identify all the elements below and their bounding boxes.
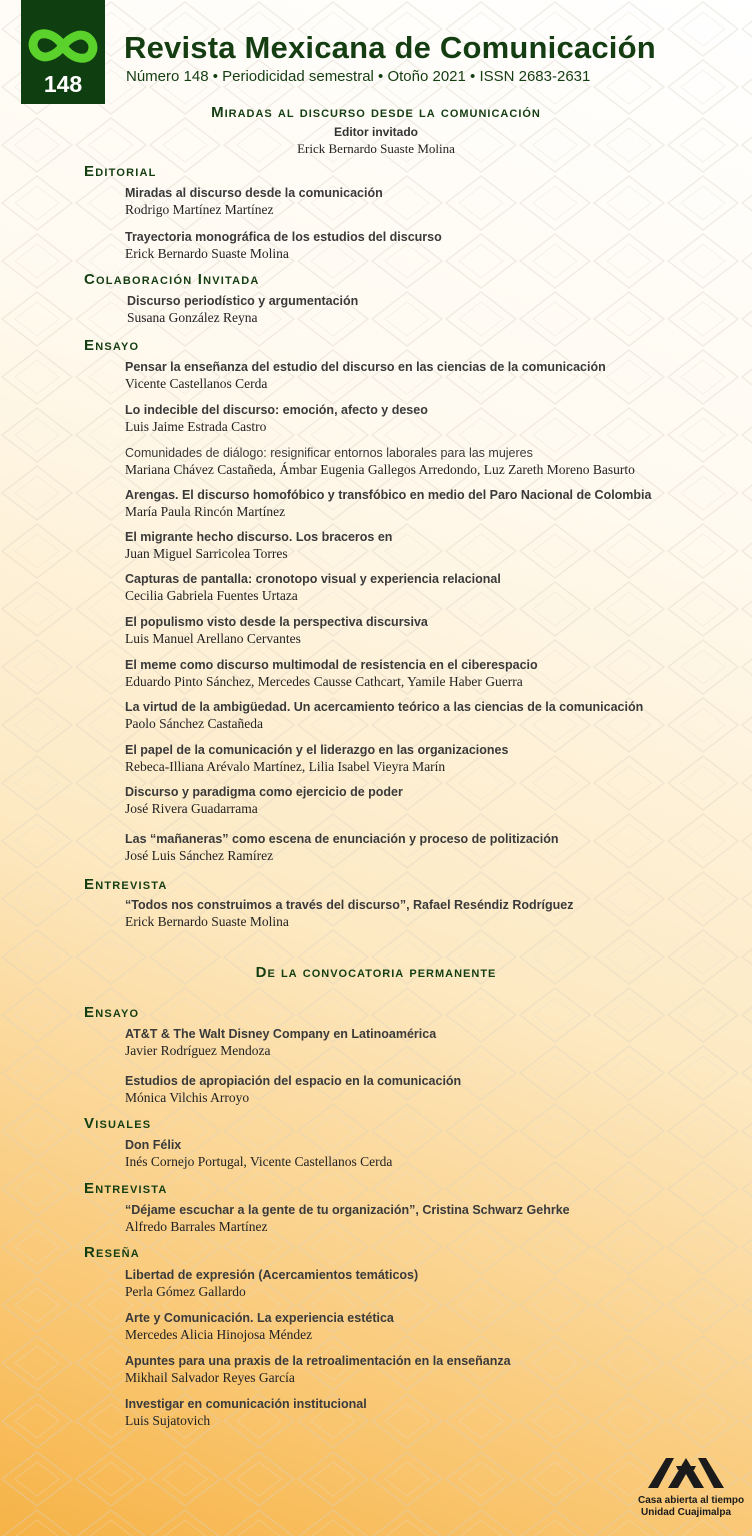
- category-heading: Ensayo: [84, 1004, 140, 1021]
- entry-title: La virtud de la ambigüedad. Un acercamiento teórico a las ciencias de la comunicación: [125, 700, 644, 714]
- entry-title: Las “mañaneras” como escena de enunciación y proceso de politización: [125, 832, 559, 846]
- issue-logo: [21, 0, 105, 104]
- uam-logo-icon: [646, 1456, 726, 1490]
- journal-title: Revista Mexicana de Comunicación: [124, 30, 656, 65]
- section-heading: De la convocatoria permanente: [255, 964, 497, 981]
- entry-author: Rebeca-Illiana Arévalo Martínez, Lilia Isabel Vieyra Marín: [125, 759, 446, 774]
- entry-author: Luis Manuel Arellano Cervantes: [125, 631, 301, 646]
- entry-title: “Déjame escuchar a la gente de tu organización”, Cristina Schwarz Gehrke: [125, 1203, 570, 1217]
- entry-author: María Paula Rincón Martínez: [125, 504, 286, 519]
- toc-entry[interactable]: [125, 487, 725, 521]
- entry-author: Susana González Reyna: [127, 310, 258, 325]
- entry-title: Don Félix: [125, 1138, 182, 1152]
- entry-author: Vicente Castellanos Cerda: [125, 376, 268, 391]
- toc-entry[interactable]: [125, 614, 725, 648]
- entry-author: José Luis Sánchez Ramírez: [125, 848, 274, 863]
- toc-entry[interactable]: [125, 1073, 725, 1107]
- infinity-icon: [26, 26, 100, 66]
- entry-author: Mikhail Salvador Reyes García: [125, 1370, 295, 1385]
- entry-author: Rodrigo Martínez Martínez: [125, 202, 274, 217]
- toc-entry[interactable]: [125, 1267, 725, 1301]
- entry-title: Discurso y paradigma como ejercicio de poder: [125, 785, 403, 799]
- toc-entry[interactable]: [125, 784, 725, 818]
- entry-author: Inés Cornejo Portugal, Vicente Castellanos Cerda: [125, 1154, 393, 1169]
- entry-title: Trayectoria monográfica de los estudios del discurso: [125, 230, 442, 244]
- entry-author: José Rivera Guadarrama: [125, 801, 258, 816]
- toc-entry[interactable]: [125, 897, 725, 931]
- toc-entry[interactable]: [125, 445, 725, 479]
- category-heading: Editorial: [84, 163, 157, 180]
- entry-author: Erick Bernardo Suaste Molina: [125, 914, 289, 929]
- toc-entry[interactable]: [125, 1202, 725, 1236]
- entry-author: Luis Sujatovich: [125, 1413, 211, 1428]
- entry-title: AT&T & The Walt Disney Company en Latinoamérica: [125, 1027, 437, 1041]
- category-heading: Entrevista: [84, 876, 168, 893]
- entry-author: Luis Jaime Estrada Castro: [125, 419, 267, 434]
- category-heading: Colaboración Invitada: [84, 271, 260, 288]
- entry-title: Miradas al discurso desde la comunicación: [125, 186, 383, 200]
- entry-author: Eduardo Pinto Sánchez, Mercedes Causse Cathcart, Yamile Haber Guerra: [125, 674, 523, 689]
- uam-unit: Unidad Cuajimalpa: [640, 1507, 731, 1518]
- entry-title: El populismo visto desde la perspectiva discursiva: [125, 615, 428, 629]
- issue-number: 148: [43, 71, 83, 97]
- toc-entry[interactable]: [125, 1026, 725, 1060]
- entry-title: El migrante hecho discurso. Los braceros en: [125, 530, 393, 544]
- entry-author: Javier Rodríguez Mendoza: [125, 1043, 271, 1058]
- toc-entry[interactable]: [125, 742, 725, 776]
- entry-author: Juan Miguel Sarricolea Torres: [125, 546, 288, 561]
- entry-title: Apuntes para una praxis de la retroalimentación en la enseñanza: [125, 1354, 511, 1368]
- category-heading: Reseña: [84, 1244, 140, 1261]
- entry-author: Alfredo Barrales Martínez: [125, 1219, 268, 1234]
- editor-name: Erick Bernardo Suaste Molina: [297, 141, 455, 156]
- toc-entry[interactable]: [125, 699, 725, 733]
- entry-author: Paolo Sánchez Castañeda: [125, 716, 263, 731]
- entry-author: Mariana Chávez Castañeda, Ámbar Eugenia Gallegos Arredondo, Luz Zareth Moreno Basurto: [125, 462, 635, 477]
- toc-entry[interactable]: [125, 1310, 725, 1344]
- toc-entry[interactable]: [125, 185, 725, 219]
- entry-author: Erick Bernardo Suaste Molina: [125, 246, 289, 261]
- entry-title: Capturas de pantalla: cronotopo visual y experiencia relacional: [125, 572, 501, 586]
- category-heading: Entrevista: [84, 1180, 168, 1197]
- entry-title: Discurso periodístico y argumentación: [127, 294, 359, 308]
- entry-author: Mercedes Alicia Hinojosa Méndez: [125, 1327, 313, 1342]
- entry-title: El papel de la comunicación y el liderazgo en las organizaciones: [125, 743, 509, 757]
- editor-label: Editor invitado: [334, 125, 418, 139]
- entry-author: Perla Gómez Gallardo: [125, 1284, 246, 1299]
- entry-title: Libertad de expresión (Acercamientos temáticos): [125, 1268, 419, 1282]
- entry-title: Estudios de apropiación del espacio en la comunicación: [125, 1074, 462, 1088]
- toc-entry[interactable]: [125, 831, 725, 865]
- category-heading: Ensayo: [84, 337, 140, 354]
- entry-title: Arengas. El discurso homofóbico y transfóbico en medio del Paro Nacional de Colombia: [125, 488, 652, 502]
- toc-entry[interactable]: [125, 571, 725, 605]
- entry-author: Cecilia Gabriela Fuentes Urtaza: [125, 588, 298, 603]
- journal-subtitle: Número 148 • Periodicidad semestral • Otoño 2021 • ISSN 2683-2631: [126, 68, 591, 85]
- toc-entry[interactable]: [125, 529, 725, 563]
- entry-title: El meme como discurso multimodal de resistencia en el ciberespacio: [125, 658, 538, 672]
- entry-title: Comunidades de diálogo: resignificar entornos laborales para las mujeres: [125, 446, 533, 460]
- entry-title: Lo indecible del discurso: emoción, afecto y deseo: [125, 403, 428, 417]
- entry-title: Arte y Comunicación. La experiencia estética: [125, 1311, 394, 1325]
- toc-entry[interactable]: [125, 1353, 725, 1387]
- section-heading: Miradas al discurso desde la comunicación: [211, 104, 541, 121]
- uam-tagline: Casa abierta al tiempo: [638, 1495, 745, 1506]
- category-heading: Visuales: [84, 1115, 152, 1132]
- toc-entry[interactable]: [125, 402, 725, 436]
- toc-entry[interactable]: [125, 1396, 725, 1430]
- entry-title: “Todos nos construimos a través del discurso”, Rafael Reséndiz Rodríguez: [125, 898, 574, 912]
- entry-title: Pensar la enseñanza del estudio del discurso en las ciencias de la comunicación: [125, 360, 606, 374]
- uam-logo: [638, 1456, 745, 1519]
- entry-title: Investigar en comunicación institucional: [125, 1397, 367, 1411]
- toc-entry[interactable]: [125, 657, 725, 691]
- entry-author: Mónica Vilchis Arroyo: [125, 1090, 250, 1105]
- toc-entry[interactable]: [125, 359, 725, 393]
- toc-entry[interactable]: [125, 229, 725, 263]
- toc-entry[interactable]: [127, 293, 727, 327]
- toc-entry[interactable]: [125, 1137, 725, 1171]
